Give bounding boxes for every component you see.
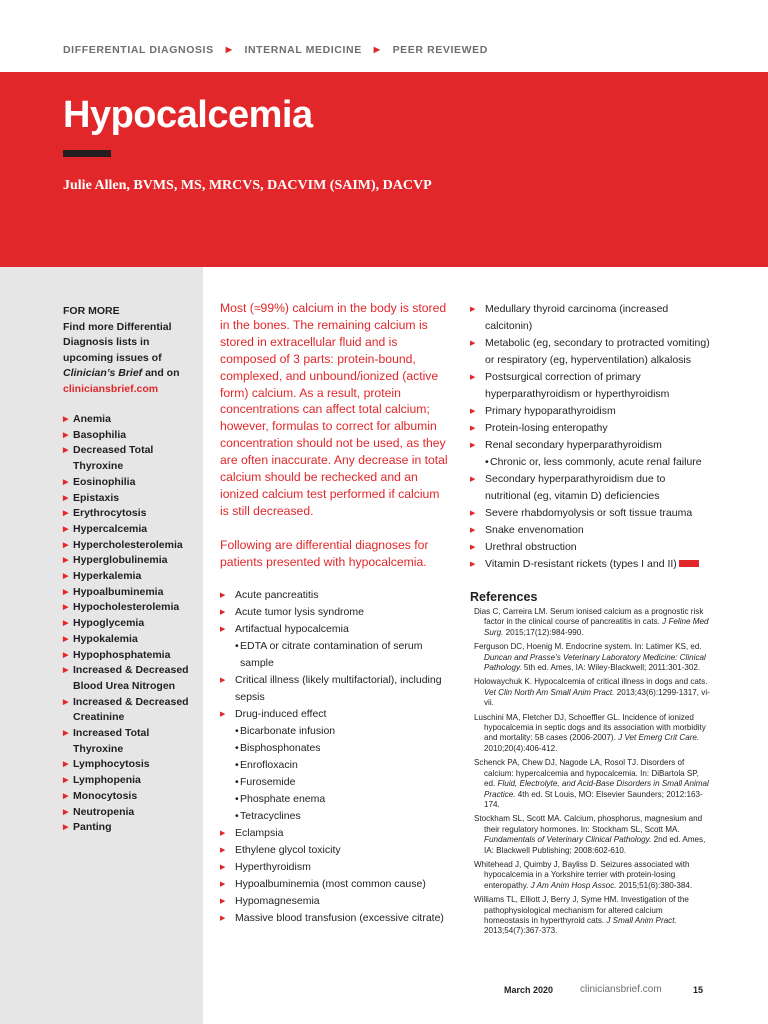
reference-pre: Ferguson DC, Hoenig M. Endocrine system. In: Latimer KS, ed.: [474, 642, 702, 652]
differential-text: Primary hypoparathyroidism: [485, 405, 616, 417]
differential-item: [220, 825, 448, 842]
reference-post: 2013;54(7):367-373.: [484, 926, 558, 936]
breadcrumb-item: INTERNAL MEDICINE: [244, 44, 362, 56]
differential-list-continued: [470, 301, 710, 573]
top-bar: [0, 0, 768, 72]
sidebar-topic-item[interactable]: ▶ Increased & Decreased Blood Urea Nitrogen: [63, 663, 198, 694]
differential-item: [470, 556, 710, 573]
differential-item: [220, 842, 448, 859]
sidebar-topic-item[interactable]: ▶ Monocytosis: [63, 789, 198, 805]
reference-post: 2nd ed. Ames, IA: Blackwell Publishing; 2008:602-610.: [484, 835, 706, 855]
differential-subitem: [220, 638, 448, 672]
reference-pre: Dias C, Carreira LM. Serum ionised calcium as a prognostic risk factor in the clinical course of pancreatitis in cats.: [474, 607, 704, 627]
footer-site[interactable]: cliniciansbrief.com: [580, 984, 662, 995]
differential-text: EDTA or citrate contamination of serum sample: [240, 639, 423, 669]
reference-post: 2013;43(6):1299-1317, vi-vii.: [484, 687, 710, 708]
differential-item: [470, 369, 710, 403]
differential-item: [220, 859, 448, 876]
sidebar-topic-item[interactable]: ▶ Hypophosphatemia: [63, 648, 198, 664]
reference-ital: Vet Clin North Am Small Anim Pract.: [484, 687, 615, 697]
differential-item: [470, 301, 710, 335]
breadcrumb-separator-icon: ▶: [225, 45, 233, 54]
sidebar-topic-item[interactable]: ▶ Hypoglycemia: [63, 616, 198, 632]
sidebar-topic-item[interactable]: ▶ Hypokalemia: [63, 632, 198, 648]
differential-list: [220, 587, 448, 927]
reference-ital: J Vet Emerg Crit Care.: [618, 733, 700, 743]
footer-date: March 2020: [504, 985, 554, 995]
sidebar-topic-item[interactable]: ▶ Hypercalcemia: [63, 522, 198, 538]
differential-text: Drug-induced effect: [235, 707, 327, 720]
differential-text: Ethylene glycol toxicity: [235, 843, 341, 856]
references-list: [470, 607, 710, 937]
reference-ital: J Small Anim Pract.: [606, 915, 677, 925]
sidebar: [0, 267, 203, 1024]
reference-item: [470, 642, 710, 673]
differential-subitem: [220, 791, 448, 808]
reference-pre: Holowaychuk K. Hypocalcemia of critical illness in dogs and cats.: [474, 677, 708, 687]
reference-ital: J Am Anim Hosp Assoc.: [530, 880, 617, 890]
differential-text: Bisphosphonates: [240, 741, 321, 754]
differential-item: [220, 910, 448, 927]
reference-ital: Fundamentals of Veterinary Clinical Pathology.: [484, 835, 652, 845]
differential-item: [470, 471, 710, 505]
differential-item: [470, 539, 710, 556]
reference-item: [470, 895, 710, 937]
differential-text: Postsurgical correction of primary hyperparathyroidism or hyperthyroidism: [485, 371, 670, 400]
reference-pre: Luschini MA, Fletcher DJ, Schoeffler GL. Incidence of ionized hypocalcemia in septic dogs and its association with morbidity and mortality: 58 cases (2006-2007).: [474, 712, 706, 743]
differential-text: Hyperthyroidism: [235, 860, 311, 873]
differential-text: Eclampsia: [235, 826, 284, 839]
differential-item: [470, 335, 710, 369]
differential-subitem: [470, 454, 710, 471]
differential-text: Tetracyclines: [240, 809, 301, 822]
reference-item: [470, 758, 710, 810]
sidebar-topic-item[interactable]: ▶ Panting: [63, 820, 198, 836]
reference-post: 2015;17(12):984-990.: [505, 627, 584, 637]
differential-text: Urethral obstruction: [485, 541, 577, 553]
sidebar-topic-item[interactable]: ▶ Hypercholesterolemia: [63, 538, 198, 554]
differential-text: Phosphate enema: [240, 792, 326, 805]
differential-subitem: [220, 723, 448, 740]
differential-text: Chronic or, less commonly, acute renal failure: [490, 456, 702, 468]
breadcrumb-item: DIFFERENTIAL DIAGNOSIS: [63, 44, 214, 56]
sidebar-topic-item[interactable]: ▶ Decreased Total Thyroxine: [63, 443, 198, 474]
reference-item: [470, 814, 710, 856]
breadcrumb-item: PEER REVIEWED: [392, 44, 488, 56]
differential-subitem: [220, 808, 448, 825]
reference-item: [470, 713, 710, 755]
references-heading: References: [470, 590, 538, 604]
differential-item: [470, 522, 710, 539]
author-line: Julie Allen, BVMS, MS, MRCVS, DACVIM (SAIM), DACVP: [63, 178, 432, 193]
sidebar-text-lead: Find more Differential Diagnosis lists in upcoming issues of: [63, 320, 172, 364]
reference-post: 4th ed. St Louis, MO: Elsevier Saunders; 2012:163-174.: [484, 789, 703, 809]
differential-text: Secondary hyperparathyroidism due to nutritional (eg, vitamin D) deficiencies: [485, 473, 666, 502]
differential-item: [220, 604, 448, 621]
sidebar-topic-item[interactable]: ▶ Neutropenia: [63, 805, 198, 821]
sidebar-text: [63, 320, 193, 398]
reference-pre: Williams TL, Elliott J, Berry J, Syme HM. Investigation of the pathophysiological mechanism for altered calcium homeostasis in hyperthyroid cats.: [474, 895, 689, 925]
differential-item: [220, 876, 448, 893]
differential-item: [470, 437, 710, 454]
reference-item: [470, 860, 710, 891]
title-rule: [63, 150, 111, 157]
differential-item: [220, 706, 448, 723]
differential-subitem: [220, 740, 448, 757]
differential-text: Critical illness (likely multifactorial), including sepsis: [235, 673, 442, 703]
sidebar-link[interactable]: cliniciansbrief.com: [63, 382, 159, 395]
differential-text: Medullary thyroid carcinoma (increased calcitonin): [485, 303, 669, 332]
reference-post: 2015;51(6):380-384.: [618, 880, 693, 890]
reference-post: 5th ed. Ames, IA: Wiley-Blackwell; 2011:301-302.: [523, 663, 701, 673]
differential-text: Acute tumor lysis syndrome: [235, 605, 364, 618]
intro-paragraph: Most (≈99%) calcium in the body is stored in the bones. The remaining calcium is stored in extracellular fluid and is composed of 3 parts: protein-bound, complexed, and unbound/ionized (active form) calcium. As a result, protein concentrations can affect total calcium; however, formulas to correct for albumin concentration should not be used, as they are often inaccurate. Any decrease in total calcium should be rechecked and an ionized calcium test performed if calcium is still decreased.: [220, 301, 448, 518]
sidebar-topic-item[interactable]: ▶ Increased Total Thyroxine: [63, 726, 198, 757]
reference-pre: Schenck PA, Chew DJ, Nagode LA, Rosol TJ. Disorders of calcium: hypercalcemia and hypocalcemia. In: DiBartola SP, ed.: [474, 758, 699, 789]
reference-ital: J Feline Med Surg.: [484, 617, 709, 637]
breadcrumb: [63, 44, 488, 56]
differential-text: Furosemide: [240, 775, 296, 788]
reference-ital: Duncan and Prasse’s Veterinary Laboratory Medicine: Clinical Pathology.: [484, 652, 706, 673]
sidebar-text-and: and on: [145, 367, 180, 379]
sidebar-publication: Clinician’s Brief: [63, 367, 143, 379]
page-number: 15: [693, 985, 704, 995]
differential-item: [220, 672, 448, 706]
title-banner: [0, 72, 768, 267]
intro-paragraph-2: Following are differential diagnoses for patients presented with hypocalcemia.: [220, 537, 429, 569]
sidebar-topic-item[interactable]: ▶ Hyperkalemia: [63, 569, 198, 585]
sidebar-heading: FOR MORE: [63, 305, 120, 317]
differential-text: Severe rhabdomyolysis or soft tissue trauma: [485, 507, 693, 519]
differential-text: Bicarbonate infusion: [240, 724, 336, 737]
sidebar-topic-item[interactable]: ▶ Lymphopenia: [63, 773, 198, 789]
sidebar-topic-item[interactable]: ▶ Erythrocytosis: [63, 506, 198, 522]
differential-text: Hypomagnesemia: [235, 894, 320, 907]
reference-pre: Whitehead J, Quimby J, Bayliss D. Seizures associated with hypocalcemia in a Yorkshire terrier with protein-losing enteropathy.: [474, 859, 690, 890]
differential-item: [470, 505, 710, 522]
differential-item: [220, 587, 448, 604]
differential-text: Hypoalbuminemia (most common cause): [235, 877, 426, 890]
differential-text: Massive blood transfusion (excessive citrate): [235, 911, 444, 924]
sidebar-topic-item[interactable]: ▶ Basophilia: [63, 428, 198, 444]
differential-item: [220, 893, 448, 910]
reference-pre: Stockham SL, Scott MA. Calcium, phosphorus, magnesium and their regulatory hormones. In: Stockham SL, Scott MA.: [474, 814, 703, 834]
reference-ital: Fluid, Electrolyte, and Acid-Base Disorders in Small Animal Practice.: [484, 779, 709, 799]
sidebar-topic-item[interactable]: ▶ Hyperglobulinemia: [63, 553, 198, 569]
sidebar-topic-item[interactable]: ▶ Hypoalbuminemia: [63, 585, 198, 601]
differential-text: Snake envenomation: [485, 524, 584, 536]
reference-item: [470, 677, 710, 708]
main-column: [220, 300, 448, 927]
reference-item: [470, 607, 710, 638]
sidebar-topic-item[interactable]: ▶ Anemia: [63, 412, 198, 428]
differential-item: [470, 403, 710, 420]
differential-subitem: [220, 757, 448, 774]
differential-text: Artifactual hypocalcemia: [235, 622, 349, 635]
right-column: [470, 301, 710, 941]
sidebar-topic-item[interactable]: ▶ Epistaxis: [63, 491, 198, 507]
sidebar-topic-item[interactable]: ▶ Hypocholesterolemia: [63, 600, 198, 616]
differential-text: Acute pancreatitis: [235, 588, 319, 601]
differential-item: [220, 621, 448, 638]
differential-item: [470, 420, 710, 437]
sidebar-topic-item[interactable]: ▶ Eosinophilia: [63, 475, 198, 491]
differential-text: Renal secondary hyperparathyroidism: [485, 439, 662, 451]
differential-text: Protein-losing enteropathy: [485, 422, 608, 434]
sidebar-topic-item[interactable]: ▶ Increased & Decreased Creatinine: [63, 695, 198, 726]
differential-subitem: [220, 774, 448, 791]
differential-text: Vitamin D-resistant rickets (types I and II): [485, 558, 677, 570]
reference-post: 2010;20(4):406-412.: [484, 743, 558, 753]
breadcrumb-separator-icon: ▶: [373, 45, 381, 54]
sidebar-topic-list: [63, 412, 203, 836]
differential-text: Metabolic (eg, secondary to protracted vomiting) or respiratory (eg, hyperventilation) alkalosis: [485, 337, 710, 366]
differential-text: Enrofloxacin: [240, 758, 298, 771]
sidebar-topic-item[interactable]: ▶ Lymphocytosis: [63, 757, 198, 773]
end-mark-icon: [679, 560, 699, 567]
page-title: Hypocalcemia: [63, 94, 313, 136]
